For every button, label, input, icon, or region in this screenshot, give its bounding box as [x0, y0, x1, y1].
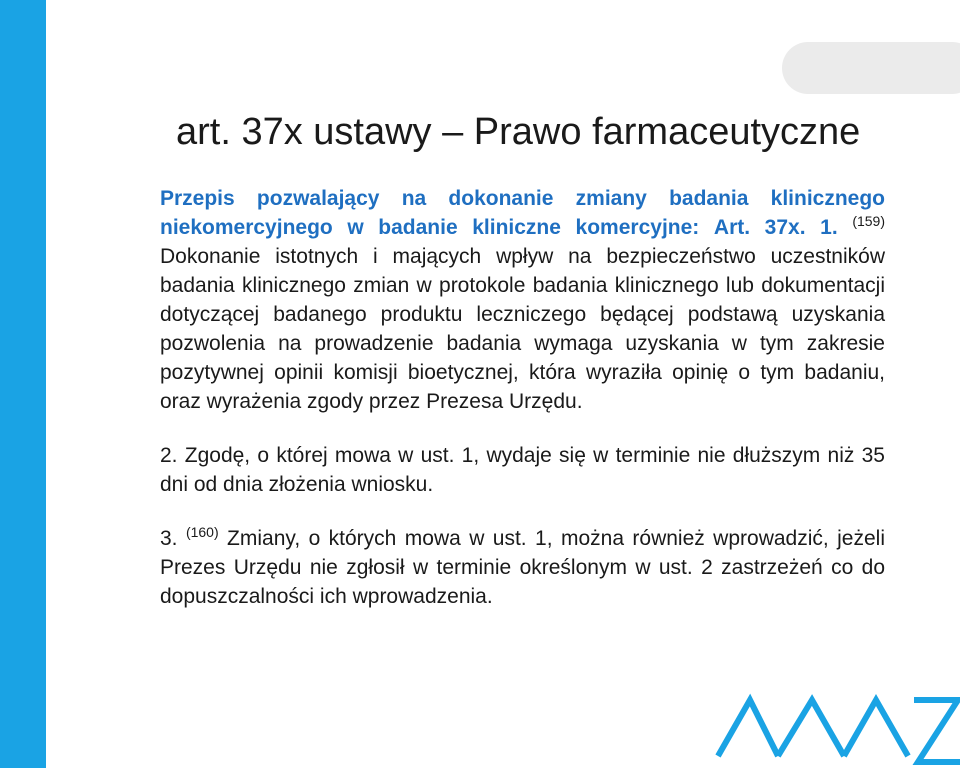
paragraph-1-text: Dokonanie istotnych i mających wpływ na bezpieczeństwo uczestników badania klinicznego zmian w protokole badania klinicznego lub dokumentacji dotyczącej badanego produktu leczniczego będącej podstawą uzyskania pozwolenia na prowadzenie badania wymaga uzyskania w tym zakresie pozytywnej opinii komisji bioetycznej, która wyraziła opinię o tym badaniu, oraz wyrażenia zgody przez Prezesa Urzędu.: [160, 245, 885, 413]
decorative-pill: [782, 42, 960, 94]
heading-line-1: Przepis pozwalający na dokonanie zmiany badania klinicznego: [160, 187, 885, 210]
paragraph-3-text: Zmiany, o których mowa w ust. 1, można również wprowadzić, jeżeli Prezes Urzędu nie zgłosił w terminie określonym w ust. 2 zastrzeżeń co do dopuszczalności ich wprowadzenia.: [160, 527, 885, 608]
paragraph-3-number: 3.: [160, 527, 178, 550]
brand-logo-icon: [708, 672, 960, 768]
page-title: art. 37x ustawy – Prawo farmaceutyczne: [176, 111, 861, 153]
article-paragraph-1: [160, 184, 885, 416]
article-paragraph-3: [160, 524, 885, 611]
article-paragraph-2: 2. Zgodę, o której mowa w ust. 1, wydaje się w terminie nie dłuższym niż 35 dni od dnia złożenia wniosku.: [160, 444, 885, 496]
article-content: [160, 184, 885, 611]
side-accent-bar: [0, 0, 46, 768]
footnote-ref-159: (159): [852, 213, 885, 229]
heading-line-2: niekomercyjnego w badanie kliniczne komercyjne:: [160, 216, 700, 239]
footnote-ref-160: (160): [185, 524, 219, 540]
article-label: Art. 37x. 1.: [713, 216, 838, 239]
